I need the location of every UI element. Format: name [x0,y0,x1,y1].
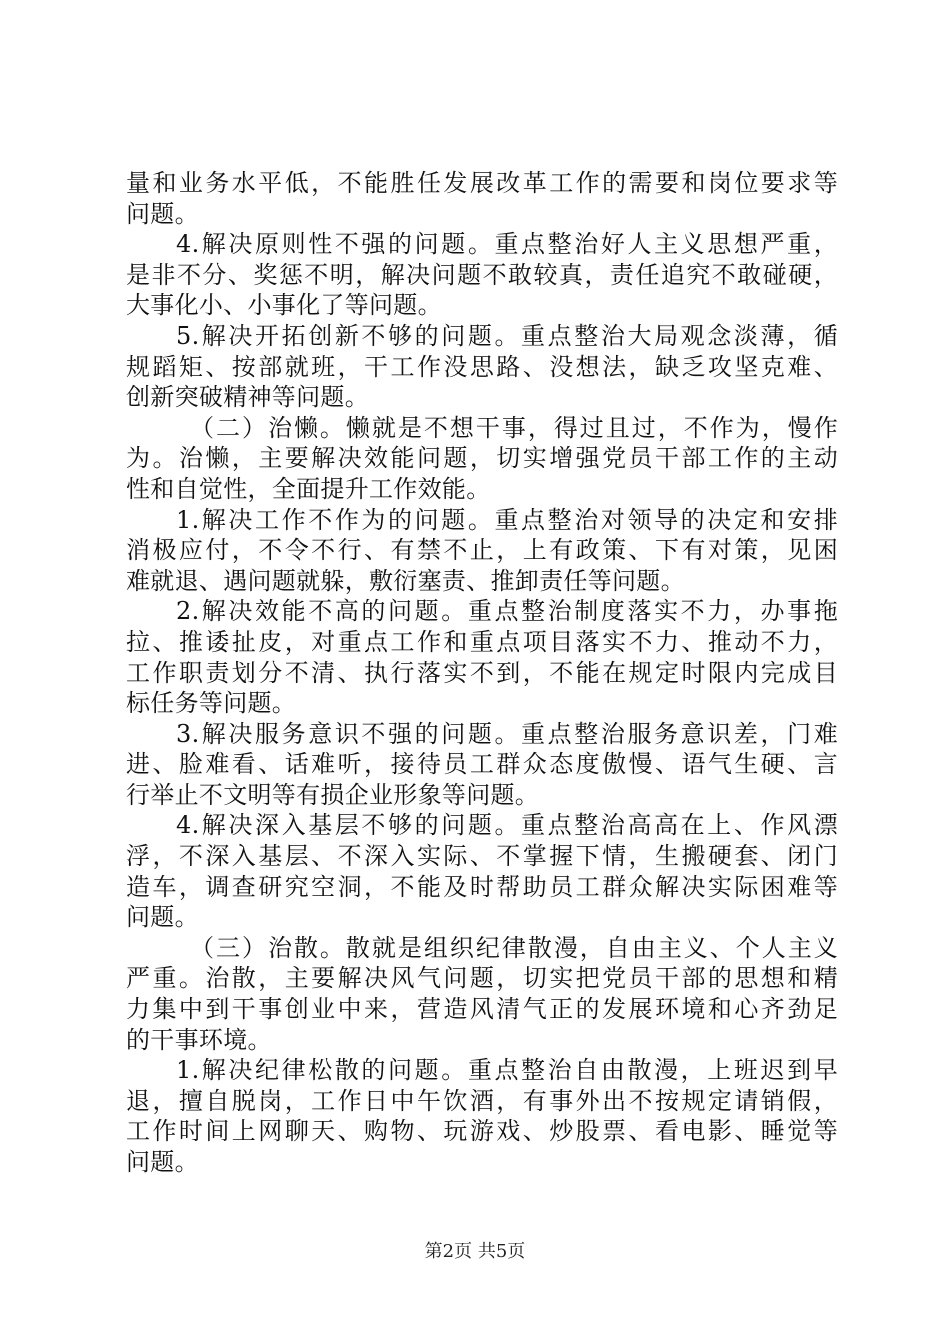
text-line: 是非不分、奖惩不明，解决问题不敢较真，责任追究不敢碰硬， [126,260,838,289]
text-line: 拉、推诿扯皮，对重点工作和重点项目落实不力、推动不力， [126,627,838,656]
text-line: 问题。 [126,903,199,932]
text-line: （三）治散。散就是组织纪律散漫，自由主义、个人主义 [190,933,838,962]
text-line: 进、脸难看、话难听，接待员工群众态度傲慢、语气生硬、言 [126,750,838,779]
text-line: 1.解决纪律松散的问题。重点整治自由散漫，上班迟到早 [176,1056,838,1085]
text-line: 力集中到干事创业中来，营造风清气正的发展环境和心齐劲足 [126,995,838,1024]
text-line: 行举止不文明等有损企业形象等问题。 [126,780,540,809]
text-line: 5.解决开拓创新不够的问题。重点整治大局观念淡薄，循 [176,321,838,350]
text-line: 4.解决原则性不强的问题。重点整治好人主义思想严重， [176,230,838,259]
text-line: 大事化小、小事化了等问题。 [126,291,442,320]
page-footer: 第2页 共5页 [424,1241,526,1262]
text-line: 4.解决深入基层不够的问题。重点整治高高在上、作风漂 [176,811,838,840]
text-line: 退，擅自脱岗，工作日中午饮酒，有事外出不按规定请销假， [126,1086,838,1115]
document-body [126,168,838,1178]
text-line: 3.解决服务意识不强的问题。重点整治服务意识差，门难 [176,719,838,748]
text-line: 量和业务水平低，不能胜任发展改革工作的需要和岗位要求等 [126,169,838,197]
text-line: 难就退、遇问题就躲，敷衍塞责、推卸责任等问题。 [126,566,685,595]
text-line: 严重。治散，主要解决风气问题，切实把党员干部的思想和精 [126,964,838,993]
text-line: 工作时间上网聊天、购物、玩游戏、炒股票、看电影、睡觉等 [126,1117,838,1146]
text-line: 造车，调查研究空洞，不能及时帮助员工群众解决实际困难等 [126,872,838,901]
text-line: 创新突破精神等问题。 [126,383,369,412]
text-line: 的干事环境。 [126,1025,272,1054]
text-line: 为。治懒，主要解决效能问题，切实增强党员干部工作的主动 [126,444,838,473]
text-line: 消极应付，不令不行、有禁不止，上有政策、下有对策，见困 [126,536,838,565]
text-line: 标任务等问题。 [126,689,297,718]
text-line: 规蹈矩、按部就班，干工作没思路、没想法，缺乏攻坚克难、 [126,352,838,381]
text-line: 浮，不深入基层、不深入实际、不掌握下情，生搬硬套、闭门 [126,842,838,871]
text-line: 工作职责划分不清、执行落实不到，不能在规定时限内完成目 [126,658,838,687]
text-line: （二）治懒。懒就是不想干事，得过且过，不作为，慢作 [190,413,838,442]
text-line: 2.解决效能不高的问题。重点整治制度落实不力，办事拖 [176,597,838,626]
text-line: 问题。 [126,199,199,228]
text-line: 问题。 [126,1148,199,1176]
text-line: 性和自觉性，全面提升工作效能。 [126,474,491,503]
text-line: 1.解决工作不作为的问题。重点整治对领导的决定和安排 [176,505,838,534]
